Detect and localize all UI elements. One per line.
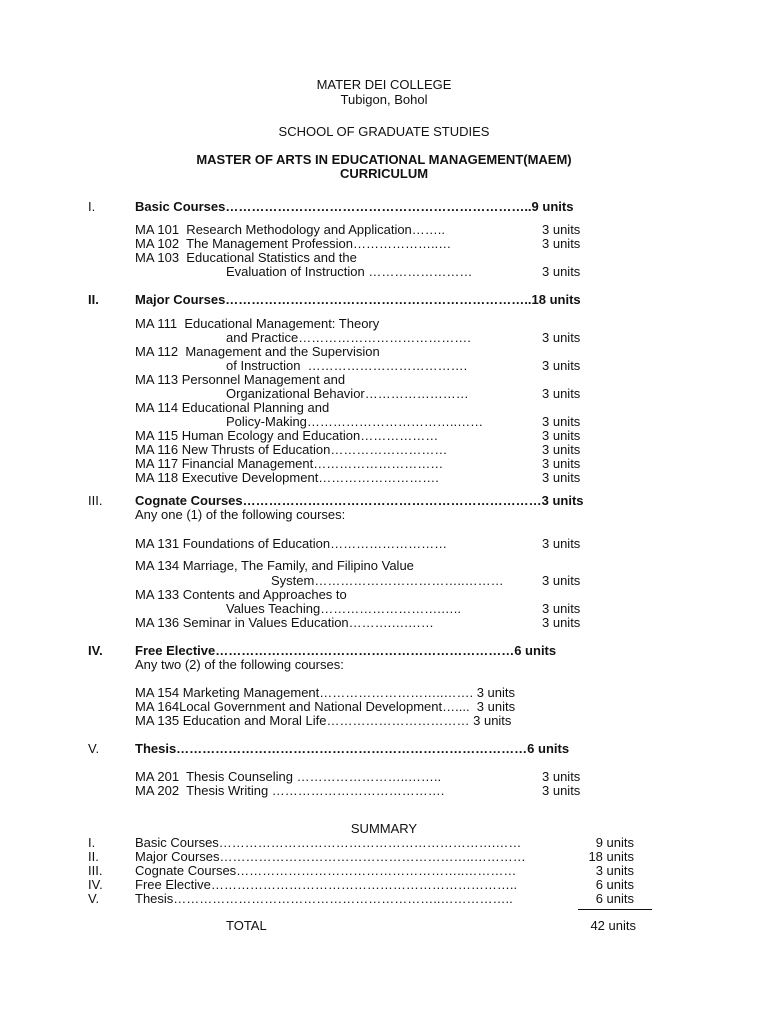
summary-row-units: 18 units [588,849,634,864]
section-numeral: III. [88,493,103,508]
course-line: MA 114 Educational Planning and [135,400,330,415]
course-units: 3 units [542,470,581,485]
section-note: Any one (1) of the following courses: [135,507,346,522]
course-line: Organizational Behavior…………………… [226,386,469,401]
course-line: MA 118 Executive Development………………………. [135,470,439,485]
course-line: MA 116 New Thrusts of Education……………………… [135,442,448,457]
course-line: MA 111 Educational Management: Theory [135,316,380,331]
total-label: TOTAL [226,918,267,933]
course-line: MA 112 Management and the Supervision [135,344,380,359]
course-units: 3 units [542,428,581,443]
course-units: 3 units [542,442,581,457]
section-note: Any two (2) of the following courses: [135,657,344,672]
course-units: 3 units [542,573,581,588]
summary-row-units: 3 units [595,863,634,878]
course-line: MA 136 Seminar in Values Education……….….…… [135,615,434,630]
course-units: 3 units [542,330,581,345]
course-line: MA 102 The Management Profession………………..… [135,236,452,251]
school-name: SCHOOL OF GRADUATE STUDIES [278,124,490,139]
summary-row-text: Major Courses…………………………………………………..………… [135,849,526,864]
course-units: 3 units [542,456,581,471]
course-units: 3 units [542,358,581,373]
section-heading-thesis: Thesis………………………………………………………………………6 units [135,741,570,756]
course-units: 3 units [542,601,581,616]
section-numeral: V. [88,741,100,756]
summary-row-units: 6 units [595,891,634,906]
summary-row-text: Free Elective…………………………………………………………….. [135,877,518,892]
course-line: MA 134 Marriage, The Family, and Filipino Value [135,558,414,573]
curriculum-subtitle: CURRICULUM [339,166,429,181]
course-line: MA 201 Thesis Counseling ……………………..…….. [135,769,442,784]
section-numeral: IV. [88,643,103,658]
summary-row-units: 9 units [595,835,634,850]
course-line: and Practice…………………………………. [226,330,471,345]
course-line: MA 154 Marketing Management………………………..……. 3 units [135,685,516,700]
course-line: MA 133 Contents and Approaches to [135,587,347,602]
course-units: 3 units [542,236,581,251]
course-line: MA 115 Human Ecology and Education……………… [135,428,439,443]
course-line: MA 117 Financial Management………………………… [135,456,444,471]
course-line: MA 103 Educational Statistics and the [135,250,357,265]
summary-numeral: II. [88,849,99,864]
summary-row-text: Thesis……………………………………………………..…………….. [135,891,513,906]
course-line: MA 131 Foundations of Education……………………… [135,536,448,551]
course-units: 3 units [542,783,581,798]
college-location: Tubigon, Bohol [340,92,428,107]
section-heading-cognate: Cognate Courses……………………………………………………………3 units [135,493,584,508]
summary-row-text: Basic Courses……………………………………………………….…… [135,835,522,850]
summary-numeral: III. [88,863,103,878]
course-line: System……………………………..……… [271,573,504,588]
course-units: 3 units [542,386,581,401]
college-name: MATER DEI COLLEGE [316,77,452,92]
course-line: MA 101 Research Methodology and Application…….. [135,222,446,237]
course-units: 3 units [542,264,581,279]
course-line: of Instruction ………………………………. [226,358,468,373]
section-heading-elective: Free Elective……………………………………………………………6 units [135,643,557,658]
section-heading-major: Major Courses……………………………………………………………..18 units [135,292,581,307]
summary-title: SUMMARY [350,821,418,836]
course-units: 3 units [542,222,581,237]
course-units: 3 units [542,536,581,551]
course-units: 3 units [542,769,581,784]
summary-numeral: V. [88,891,100,906]
course-line: MA 164Local Government and National Development….... 3 units [135,699,516,714]
course-line: MA 113 Personnel Management and [135,372,346,387]
course-line: MA 135 Education and Moral Life…………………………… 3 units [135,713,512,728]
course-line: Evaluation of Instruction …………………… [226,264,473,279]
course-line: Values Teaching……………………….….. [226,601,462,616]
total-value: 42 units [590,918,636,933]
course-units: 3 units [542,414,581,429]
total-divider [578,909,652,910]
section-numeral: II. [88,292,99,307]
course-line: MA 202 Thesis Writing …………………………………. [135,783,445,798]
section-numeral: I. [88,199,96,214]
program-title: MASTER OF ARTS IN EDUCATIONAL MANAGEMENT(MAEM) [196,152,572,167]
summary-row-units: 6 units [595,877,634,892]
course-units: 3 units [542,615,581,630]
summary-numeral: IV. [88,877,103,892]
section-heading-basic: Basic Courses……………………………………………………………..9 units [135,199,574,214]
summary-row-text: Cognate Courses……………………………………………..………… [135,863,517,878]
course-line: Policy-Making……………………………..…… [226,414,484,429]
summary-numeral: I. [88,835,96,850]
